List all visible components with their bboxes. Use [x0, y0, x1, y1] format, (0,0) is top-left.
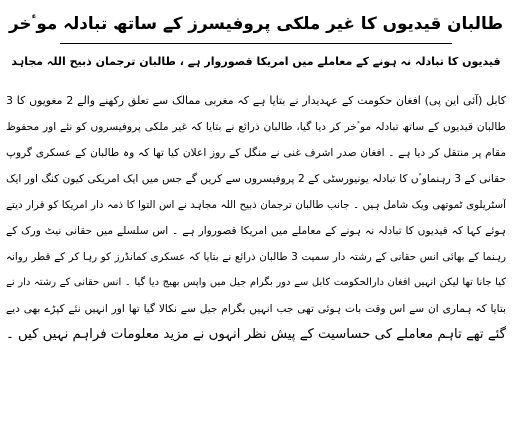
headline: طالبان قیدیوں کا غیر ملکی پروفیسرز کے ساتھ تبادلہ موٴخر — [8, 13, 504, 33]
body-line: مقام پر منتقل کر دیا ہے ۔ افغان صدر اشرف غنی نے منگل کے روز اعلان کیا تھا کہ وہ طالبان کے عسکری گروپ — [6, 147, 506, 159]
body-line: رہنما کے بھائی انس حقانی کے رشتہ دار سمیت 3 طالبان ذرائع نے بتایا کہ عسکری کمانڈرز کو رہا کر کے قطر روانہ — [6, 251, 506, 263]
body-line: کیا جانا تھا لیکن انہیں افغان دارالحکومت کابل سے دور بگرام جیل میں واپس بھیج دیا گیا ۔ انس حقانی کے رشتہ دار نے — [6, 277, 506, 288]
body-line: کابل (آئی این پی) افغان حکومت کے عہدیدار نے بتایا ہے کہ مغربی ممالک سے تعلق رکھنے والے 2 مغویوں کا 3 — [6, 94, 506, 107]
body-line: طالبان قیدیوں کے ساتھ تبادلہ موٴخر کر دیا گیا، طالبان ذرائع نے بتایا کہ غیر ملکی پروفیسروں کو نئے اور محفوظ — [6, 121, 506, 133]
body-line: ہوئے کہا کہ قیدیوں کا تبادلہ نہ ہونے کے معاملے میں امریکا قصوروار ہے ۔ اس سلسلے میں حقانی نیٹ ورک کے — [6, 225, 506, 237]
subheadline: قیدیوں کا تبادلہ نہ ہونے کے معاملے میں امریکا قصوروار ہے ، طالبان ترجمان ذبیح اللہ مجاہد — [11, 55, 501, 68]
body-line: گئے تھے تاہم معاملے کی حساسیت کے پیش نظر انہوں نے مزید معلومات فراہم نہیں کیں ۔ — [6, 327, 506, 342]
body-line: آسٹریلوی ٹموتھی ویک شامل ہیں ۔ جانب طالبان ترجمان ذبیح اللہ مجاہد نے اس التوا کا ذمہ دار امریکا کو قرار دیتے — [6, 199, 506, 211]
article-body — [6, 88, 506, 433]
body-line: بتایا کہ ہماری ان سے اس وقت بات ہوئی تھی جب انہیں بگرام جیل سے نکالا گیا تھا اور انہیں نئے کپڑے بھی دیے — [6, 303, 506, 315]
body-line: حقانی کے 3 رہنماوٴں کا تبادلہ یونیورسٹی کے 2 پروفیسروں سے کریں گے جس میں ایک امریکی کیون کنگ اور ایک — [6, 173, 506, 185]
headline-divider — [60, 43, 452, 44]
